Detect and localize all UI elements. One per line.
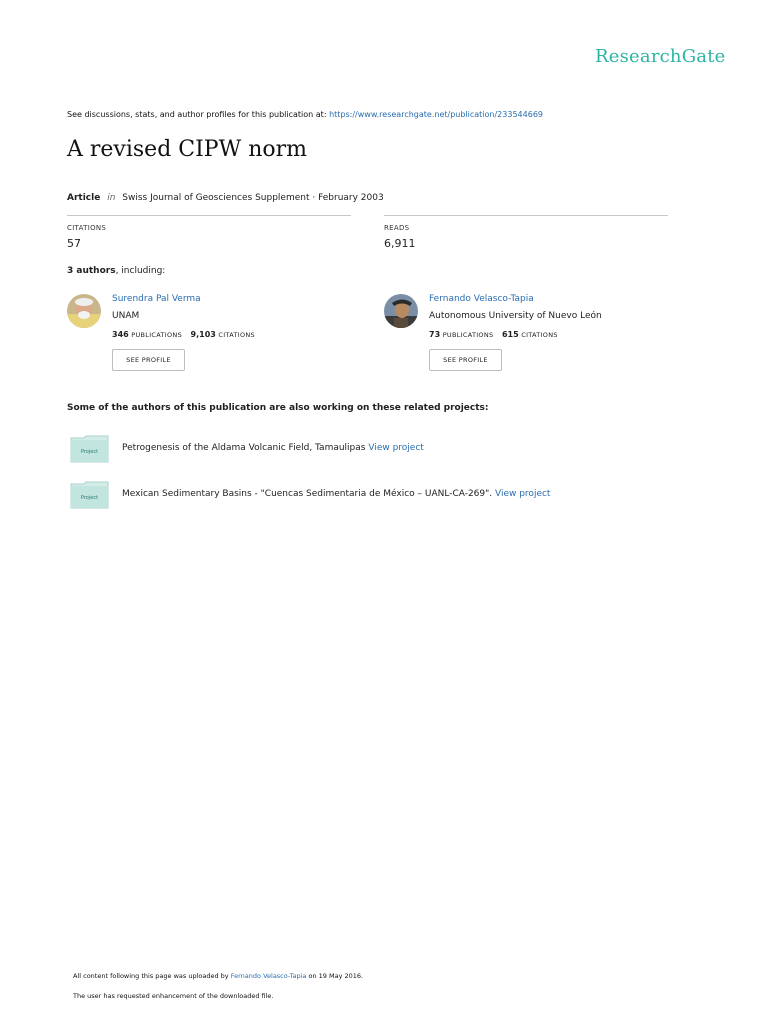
author-avatar[interactable] — [67, 294, 101, 328]
discussion-line — [67, 110, 543, 119]
researchgate-logo[interactable]: ResearchGate — [595, 46, 726, 67]
related-project-item — [122, 443, 424, 453]
author-citations-count: 9,103 — [190, 330, 216, 339]
project-icon-label: Project — [80, 449, 99, 455]
author-institution: Autonomous University of Nuevo León — [429, 311, 602, 321]
publication-meta — [67, 193, 384, 203]
author-citations-label: CITATIONS — [218, 331, 255, 339]
reads-value: 6,911 — [384, 237, 416, 250]
publication-url-link[interactable]: https://www.researchgate.net/publication/233544669 — [329, 110, 543, 119]
citations-divider — [67, 215, 351, 216]
author-citations-count: 615 — [501, 330, 519, 339]
publication-title: A revised CIPW norm — [67, 137, 307, 162]
citations-value: 57 — [67, 237, 81, 250]
authors-summary — [67, 266, 165, 276]
reads-label: READS — [384, 224, 410, 232]
author-stats — [112, 330, 261, 339]
author-institution: UNAM — [112, 311, 140, 321]
author-publications-label: PUBLICATIONS — [131, 331, 182, 339]
see-profile-button[interactable]: SEE PROFILE — [112, 349, 185, 371]
discussion-prefix: See discussions, stats, and author profiles for this publication at: — [67, 110, 327, 119]
uploader-link[interactable]: Fernando Velasco-Tapia — [230, 972, 307, 980]
project-title: Mexican Sedimentary Basins - "Cuencas Sedimentaria de México – UANL-CA-269". — [122, 489, 493, 499]
project-folder-icon — [70, 481, 109, 509]
project-icon-label: Project — [80, 495, 99, 501]
upload-prefix: All content following this page was uploaded by — [73, 972, 229, 980]
related-project-item — [122, 489, 550, 499]
authors-suffix: , including: — [115, 266, 166, 276]
publication-type: Article — [67, 193, 101, 203]
author-avatar[interactable] — [384, 294, 418, 328]
enhancement-notice: The user has requested enhancement of the downloaded file. — [73, 992, 274, 1000]
author-citations-label: CITATIONS — [521, 331, 558, 339]
view-project-link[interactable]: View project — [368, 443, 424, 453]
view-project-link[interactable]: View project — [495, 489, 551, 499]
project-folder-icon — [70, 435, 109, 463]
author-publications-count: 346 — [112, 330, 129, 339]
upload-date: on 19 May 2016. — [308, 972, 364, 980]
publication-in-word: in — [107, 193, 116, 203]
author-publications-count: 73 — [429, 330, 441, 339]
upload-notice — [73, 972, 363, 980]
author-publications-label: PUBLICATIONS — [442, 331, 494, 339]
author-photo-icon — [67, 294, 101, 328]
publication-venue: Swiss Journal of Geosciences Supplement · February 2003 — [122, 193, 384, 203]
see-profile-button[interactable]: SEE PROFILE — [429, 349, 502, 371]
authors-count: 3 authors — [67, 266, 116, 276]
related-projects-heading: Some of the authors of this publication are also working on these related projects: — [67, 403, 489, 413]
project-title: Petrogenesis of the Aldama Volcanic Field, Tamaulipas — [122, 443, 366, 453]
author-stats — [429, 330, 564, 339]
author-name-link[interactable]: Fernando Velasco-Tapia — [429, 294, 534, 304]
citations-label: CITATIONS — [67, 224, 107, 232]
author-photo-icon — [384, 294, 418, 328]
author-name-link[interactable]: Surendra Pal Verma — [112, 294, 201, 304]
reads-divider — [384, 215, 668, 216]
